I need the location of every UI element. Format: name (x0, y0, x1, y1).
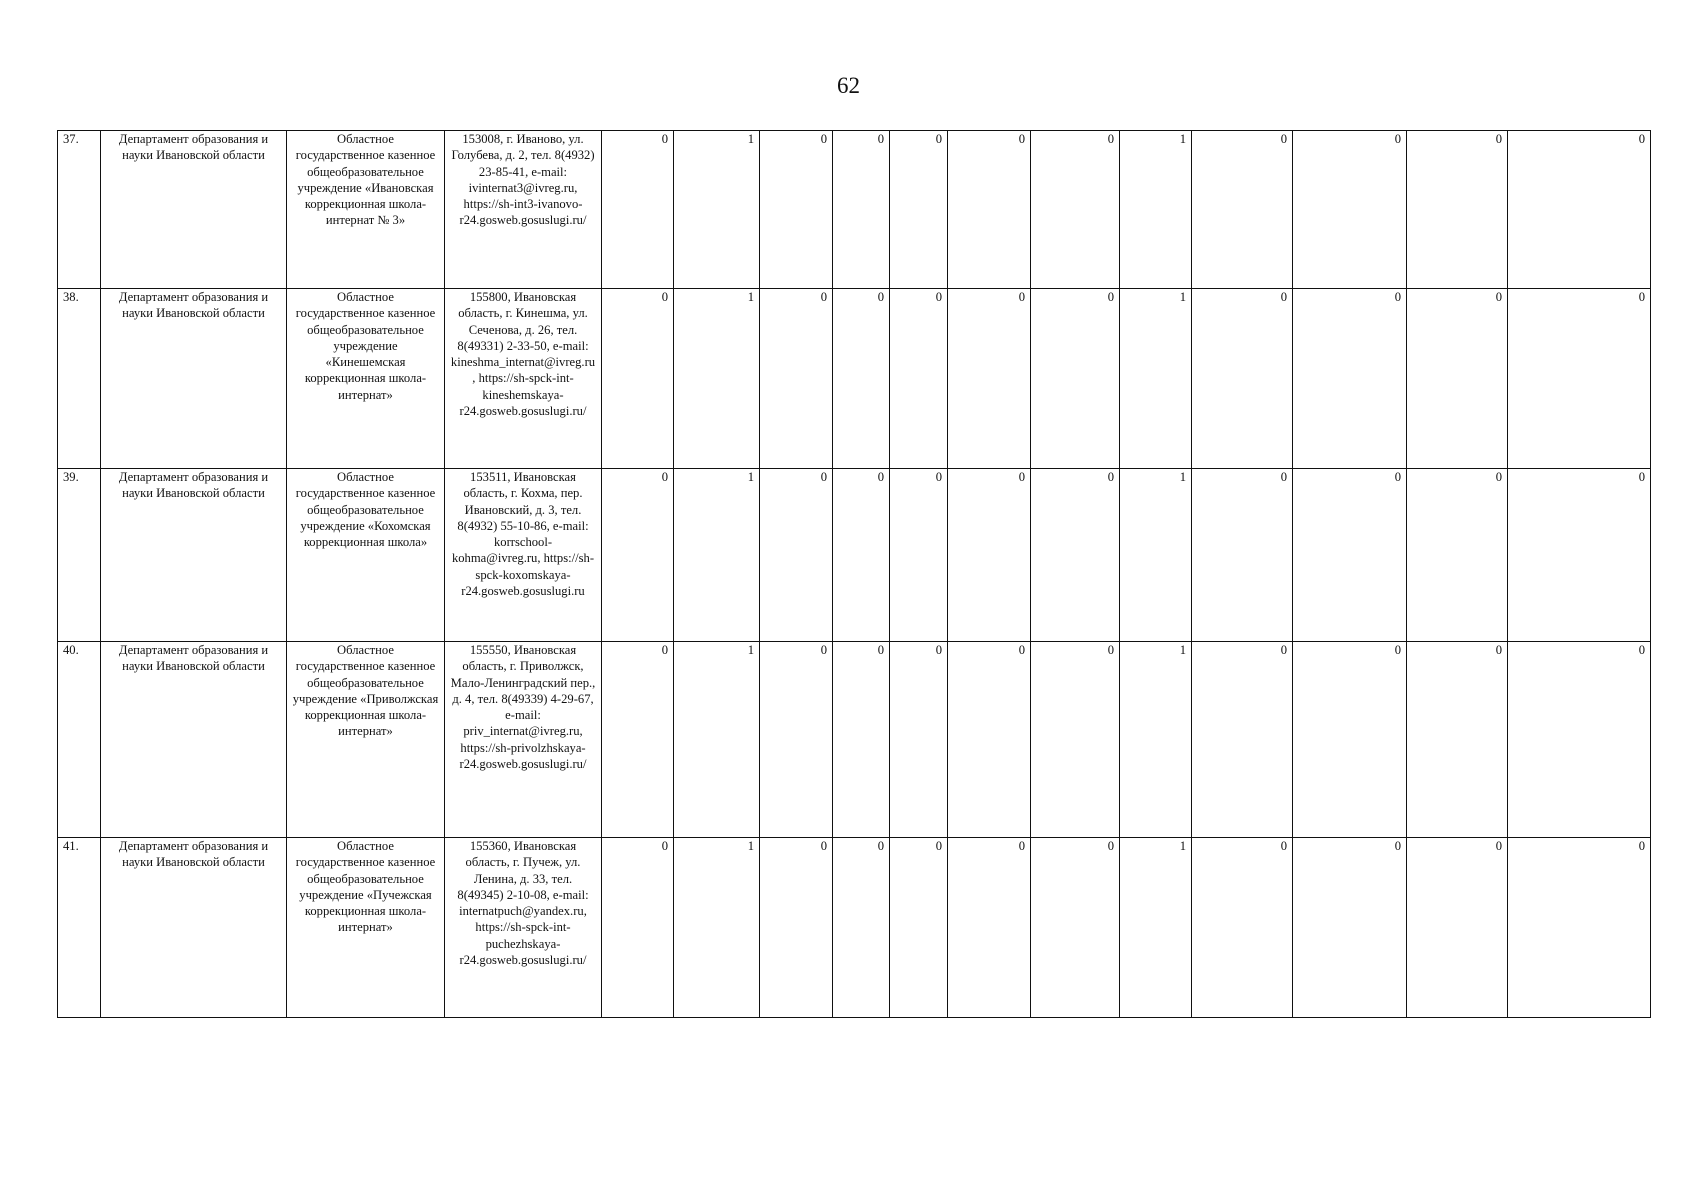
organization-cell: Областное государственное казенное общеобразовательное учреждение «Пучежская коррекционная школа-интернат» (287, 838, 445, 1018)
value-cell: 0 (833, 838, 890, 1018)
value-cell: 0 (1031, 469, 1120, 642)
page-number: 62 (837, 73, 860, 98)
value-cell: 1 (1120, 469, 1192, 642)
value-cell: 1 (1120, 838, 1192, 1018)
value-cell: 0 (1293, 289, 1407, 469)
department-cell: Департамент образования и науки Ивановской области (101, 469, 287, 642)
department-cell: Департамент образования и науки Ивановской области (101, 289, 287, 469)
value-cell: 1 (674, 131, 760, 289)
row-number: 39. (58, 469, 101, 642)
value-cell: 0 (948, 289, 1031, 469)
value-cell: 0 (1508, 642, 1651, 838)
value-cell: 0 (1407, 469, 1508, 642)
value-cell: 0 (1293, 131, 1407, 289)
value-cell: 0 (890, 838, 948, 1018)
value-cell: 0 (890, 289, 948, 469)
value-cell: 0 (1192, 131, 1293, 289)
department-cell: Департамент образования и науки Ивановской области (101, 642, 287, 838)
table-row (58, 642, 1651, 838)
value-cell: 0 (1293, 642, 1407, 838)
value-cell: 0 (1407, 838, 1508, 1018)
value-cell: 1 (674, 838, 760, 1018)
value-cell: 0 (833, 469, 890, 642)
value-cell: 1 (1120, 131, 1192, 289)
row-number: 40. (58, 642, 101, 838)
organization-cell: Областное государственное казенное общеобразовательное учреждение «Кинешемская коррекционная школа-интернат» (287, 289, 445, 469)
value-cell: 0 (760, 289, 833, 469)
organization-cell: Областное государственное казенное общеобразовательное учреждение «Кохомская коррекционная школа» (287, 469, 445, 642)
value-cell: 0 (602, 642, 674, 838)
value-cell: 0 (890, 469, 948, 642)
address-cell: 155360, Ивановская область, г. Пучеж, ул. Ленина, д. 33, тел. 8(49345) 2-10-08, e-mail: internatpuch@yandex.ru, https://sh-spck-int-puchezhskaya-r24.gosweb.gosuslugi.ru/ (445, 838, 602, 1018)
department-cell: Департамент образования и науки Ивановской области (101, 838, 287, 1018)
value-cell: 0 (1192, 469, 1293, 642)
value-cell: 0 (1293, 838, 1407, 1018)
value-cell: 0 (760, 642, 833, 838)
value-cell: 0 (760, 469, 833, 642)
address-cell: 153008, г. Иваново, ул. Голубева, д. 2, тел. 8(4932) 23-85-41, e-mail: ivinternat3@ivreg.ru, https://sh-int3-ivanovo-r24.gosweb.gosuslugi.ru/ (445, 131, 602, 289)
organization-cell: Областное государственное казенное общеобразовательное учреждение «Ивановская коррекционная школа-интернат № 3» (287, 131, 445, 289)
value-cell: 0 (1031, 838, 1120, 1018)
value-cell: 0 (760, 838, 833, 1018)
value-cell: 0 (1508, 838, 1651, 1018)
value-cell: 0 (602, 469, 674, 642)
table-row (58, 131, 1651, 289)
table-row (58, 289, 1651, 469)
value-cell: 0 (602, 131, 674, 289)
value-cell: 0 (1407, 131, 1508, 289)
value-cell: 0 (948, 642, 1031, 838)
value-cell: 0 (948, 838, 1031, 1018)
value-cell: 1 (674, 289, 760, 469)
value-cell: 1 (1120, 289, 1192, 469)
value-cell: 0 (948, 131, 1031, 289)
value-cell: 1 (1120, 642, 1192, 838)
value-cell: 0 (1508, 469, 1651, 642)
value-cell: 0 (1407, 642, 1508, 838)
value-cell: 0 (1407, 289, 1508, 469)
value-cell: 0 (1192, 642, 1293, 838)
value-cell: 0 (833, 642, 890, 838)
table-row (58, 838, 1651, 1018)
value-cell: 0 (1031, 289, 1120, 469)
value-cell: 0 (1031, 642, 1120, 838)
organization-cell: Областное государственное казенное общеобразовательное учреждение «Приволжская коррекционная школа-интернат» (287, 642, 445, 838)
value-cell: 0 (948, 469, 1031, 642)
value-cell: 1 (674, 642, 760, 838)
value-cell: 0 (833, 131, 890, 289)
value-cell: 0 (1031, 131, 1120, 289)
value-cell: 0 (602, 289, 674, 469)
row-number: 37. (58, 131, 101, 289)
value-cell: 0 (1192, 289, 1293, 469)
value-cell: 0 (833, 289, 890, 469)
value-cell: 0 (760, 131, 833, 289)
value-cell: 0 (1508, 289, 1651, 469)
value-cell: 0 (1293, 469, 1407, 642)
row-number: 41. (58, 838, 101, 1018)
value-cell: 0 (1192, 838, 1293, 1018)
value-cell: 0 (602, 838, 674, 1018)
value-cell: 0 (890, 642, 948, 838)
institutions-table (57, 130, 1651, 1018)
value-cell: 1 (674, 469, 760, 642)
address-cell: 155800, Ивановская область, г. Кинешма, ул. Сеченова, д. 26, тел. 8(49331) 2-33-50, e-mail: kineshma_internat@ivreg.ru, https://sh-spck-int-kineshemskaya-r24.gosweb.gosuslugi.ru/ (445, 289, 602, 469)
address-cell: 155550, Ивановская область, г. Приволжск, Мало-Ленинградский пер., д. 4, тел. 8(49339) 4-29-67, e-mail: priv_internat@ivreg.ru, https://sh-privolzhskaya-r24.gosweb.gosuslugi.ru/ (445, 642, 602, 838)
row-number: 38. (58, 289, 101, 469)
value-cell: 0 (1508, 131, 1651, 289)
value-cell: 0 (890, 131, 948, 289)
table-row (58, 469, 1651, 642)
address-cell: 153511, Ивановская область, г. Кохма, пер. Ивановский, д. 3, тел. 8(4932) 55-10-86, e-mail: korrschool-kohma@ivreg.ru, https://sh-spck-koxomskaya-r24.gosweb.gosuslugi.ru (445, 469, 602, 642)
department-cell: Департамент образования и науки Ивановской области (101, 131, 287, 289)
